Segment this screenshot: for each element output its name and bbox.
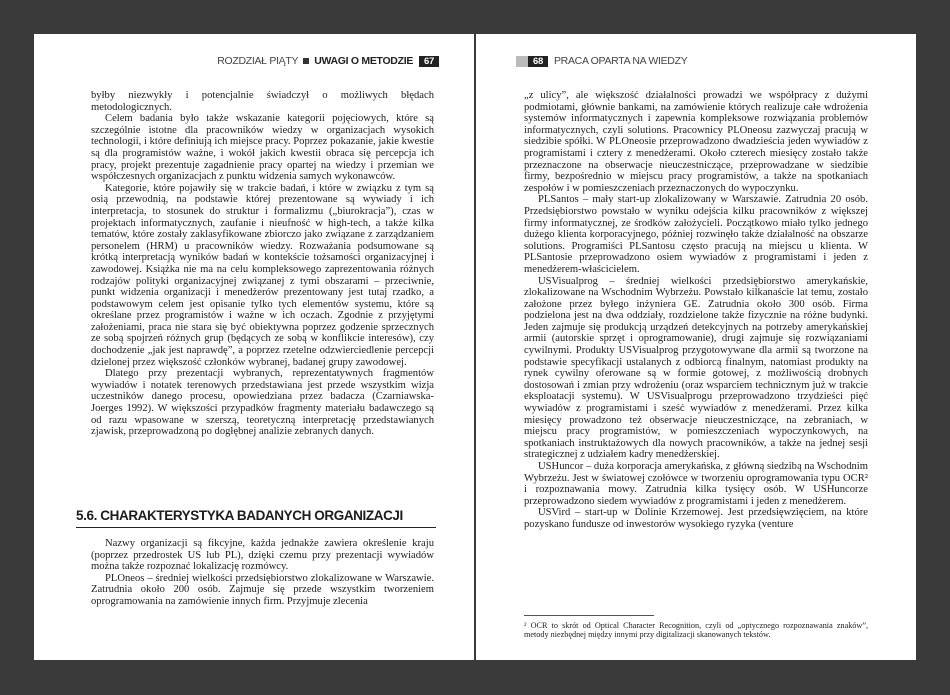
paragraph: PLSantos – mały start-up zlokalizowany w Warszawie. Zatrudnia 20 osób. Przedsiębiorstwo powstało w wyniku odejścia kilku pracowników z większej firmy informatycznej, ze środków założycieli. Początkowo miało tylko jednego dużego klienta korporacyjnego, później rozwinęło także działalność na obszarze solutions. Programiści PLSantosu często pracują na miejscu u klienta. W PLSantosie przeprowadzono osiem wywiadów z programistami i jeden z menedżerem-właścicielem.	[524, 194, 868, 275]
header-separator-square	[303, 58, 309, 64]
paragraph: „z ulicy”, ale większość działalności prowadzi we współpracy z dużymi podmiotami, głównie bankami, na zamówienie których realizuje całe wdrożenia systemów informatycznych i zapewnia kompleksowe rozwiązania problemów informatycznych, czyli solutions. Pracownicy PLOneosu zazwyczaj pracują w siedzibie spółki. W PLOneosie przeprowadzono dwadzieścia jeden wywiadów z programistami i cztery z menedżerami. Około czterech miesięcy zostało także przeznaczone na obserwacje nieuczestniczące, przeprowadzane w siedzibie firmy, bezpośrednio w miejscu pracy programistów, a także na spotkaniach zespołów i w pomieszczeniach przeznaczonych do wypoczynku.	[524, 90, 868, 194]
left-page	[34, 34, 474, 660]
paragraph: Celem badania było także wskazanie kategorii pojęciowych, które są szczególnie istotne dla pracowników wiedzy w organizacjach wysokich technologii, i które definiują ich miejsce pracy. Poprzez pokazanie, jakie kwestie są dla programistów ważne, i wokół jakich kwestii obraca się percepcja ich pracy, projekt prezentuje zagadnienie pracy opartej na wiedzy i przemian we współczesnych organizacjach z punktu widzenia samych wykonawców.	[91, 113, 434, 183]
paragraph: Kategorie, które pojawiły się w trakcie badań, i które w związku z tym są osią przewodnią, na podstawie której prezentowane są wywiady i ich interpretacja, to stosunek do struktur i formalizmu („biurokracja”), czas w projektach informatycznych, zaufanie i nieufność w high-tech, a także kilka tematów, które zostały zaklasyfikowane zbiorczo jako związane z zarządzaniem personelem (HRM) u pracowników wiedzy. Rozważania podsumowane są krótką interpretacją wyników badań w kontekście tożsamości organizacyjnej i zawodowej. Książka nie ma na celu kompleksowego zaprezentowania różnych rodzajów polityki organizacyjnej związanej z tymi obszarami – przeciwnie, punkt widzenia organizacji i menedżerów prezentowany jest tutaj rzadko, a podstawowym celem jest opisanie tylko tych elementów systemu, które są określane przez programistów i ważne w ich oczach. Zgodnie z przyjętymi założeniami, praca nie stara się być obiektywna poprzez godzenie sprzecznych ze sobą spojrzeń różnych grup (będących ze sobą w konflikcie interesów), czy dochodzenie „jak jest naprawdę”, a poprzez rzetelne odzwierciedlenie percepcji dzielonej przez większość członków wybranej, badanej grupy zawodowej.	[91, 182, 434, 368]
book-title-label: PRACA OPARTA NA WIEDZY	[553, 55, 688, 67]
section-label: UWAGI O METODZIE	[314, 55, 414, 67]
right-body-text	[524, 90, 868, 531]
paragraph: USVird – start-up w Dolinie Krzemowej. Jest przedsięwzięciem, na które pozyskano fundusze od inwestorów wysokiego ryzyka (venture	[524, 507, 868, 530]
left-running-header	[217, 54, 439, 68]
paragraph: USVisualprog – średniej wielkości przedsiębiorstwo amerykańskie, zlokalizowane na Wschodnim Wybrzeżu. Powstało kilkanaście lat temu, zostało założone przez byłego inżyniera GE. Zatrudnia około 300 osób. Firma podzielona jest na dwa oddziały, rozdzielone także fizycznie na różne budynki. Jeden zajmuje się produkcją urządzeń detekcyjnych na potrzeby amerykańskiej armii (autorskie sprzęt i oprogramowanie), drugi zajmuje się rozwiązaniami cywilnymi. Produkty USVisualprog przygotowywane dla armii są tworzone na podstawie specyfikacji ustalanych z odbiorcą finalnym, natomiast produkty na rynek cywilny oferowane są w formie gotowej, z możliwością drobnych dostosowań i zmian przy wdrożeniu (oraz wsparciem technicznym już w trakcie eksploatacji systemu). W USVisualprogu przeprowadzono trzydzieści pięć wywiadów z programistami i sześć wywiadów z menedżerami. Przez kilka miesięcy prowadzono też obserwacje nieuczestniczące, na zebraniach, w miejscu pracy programistów, w pomieszczeniach wypoczynkowych, na spotkaniach instruktażowych dla nowych pracowników, a także na jednej sesji strategicznej z udziałem kadry menedżerskiej.	[524, 275, 868, 461]
chapter-label: ROZDZIAŁ PIĄTY	[217, 55, 299, 67]
paragraph: Dlatego przy prezentacji wybranych, reprezentatywnych fragmentów wywiadów i notatek terenowych przedstawiana jest przede wszystkim wizja uczestników danego procesu, opowiedziana przez badacza (Czarniawska-Joerges 1992). W większości przypadków fragmenty materiału badawczego są od razu wpasowane w szerszą, teoretyczną interpretację przedstawianych zjawisk, przeprowadzoną po dogłębnej analizie zebranych danych.	[91, 368, 434, 438]
paragraph: USHuncor – duża korporacja amerykańska, z główną siedzibą na Wschodnim Wybrzeżu. Jest w światowej czołówce w tworzeniu oprogramowania typu OCR² i rozpoznawania mowy. Zatrudnia kilka tysięcy osób. W USHuncorze przeprowadzono siedem wywiadów z programistami i jeden z menedżerem.	[524, 461, 868, 507]
left-body-text	[91, 90, 434, 438]
footnote: ² OCR to skrót od Optical Character Recognition, czyli od „optycznego rozpoznawania znaków”, metody niezbędnej między innymi przy digitalizacji skanowanych tekstów.	[524, 621, 868, 640]
page-number: 67	[419, 56, 439, 67]
page-number: 68	[528, 56, 548, 67]
paragraph: byłby niezwykły i potencjalnie świadczył o możliwych błędach metodologicznych.	[91, 90, 434, 113]
paragraph: PLOneos – średniej wielkości przedsiębiorstwo zlokalizowane w Warszawie. Zatrudnia około 200 osób. Zajmuje się przede wszystkim tworzeniem oprogramowania na zamówienie innych firm. Przyjmuje zlecenia	[91, 572, 434, 607]
right-page	[476, 34, 916, 660]
paragraph: Nazwy organizacji są fikcyjne, każda jednakże zawiera określenie kraju (poprzez przedrostek US lub PL), dzięki czemu przy prezentacji wywiadów można także rozpoznać lokalizację rozmówcy.	[91, 538, 434, 573]
header-bar-decoration	[516, 56, 528, 67]
section-heading: 5.6. CHARAKTERYSTYKA BADANYCH ORGANIZACJI	[76, 508, 436, 528]
footnote-rule	[524, 615, 654, 616]
right-running-header	[516, 54, 687, 68]
section-body-text	[91, 538, 434, 608]
